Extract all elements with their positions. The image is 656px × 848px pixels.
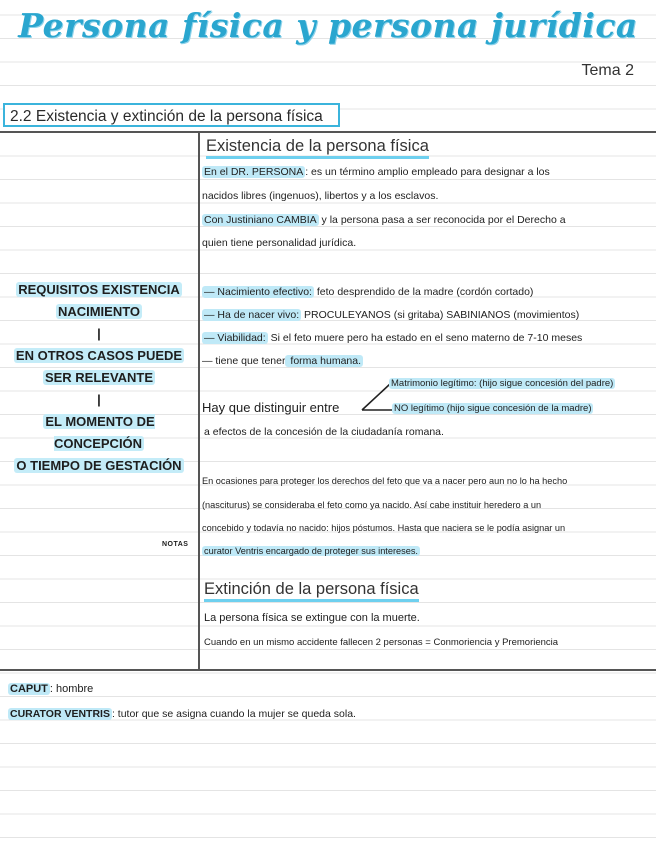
existencia-heading: Existencia de la persona física [206, 137, 429, 159]
req-item-text: forma humana. [287, 355, 362, 367]
req-item-vivo [202, 304, 579, 328]
req-connector-1: | [97, 326, 101, 341]
req-item-text: Si el feto muere pero ha estado en el seno materno de 7-10 meses [267, 332, 583, 344]
req-item-label: — Viabilidad: [204, 332, 266, 344]
curator-text: curator Ventris encargado de proteger sus intereses. [204, 546, 418, 556]
justiniano-text: y la persona pasa a ser reconocida por el Derecho a [318, 214, 566, 226]
req-connector-2: | [97, 392, 101, 407]
req-label-5: EL MOMENTO DE CONCEPCIÓN [45, 414, 155, 451]
matrimonio-text: Matrimonio legítimo: (hijo sigue concesión del padre) [391, 378, 614, 389]
req-label-2: NACIMIENTO [57, 304, 141, 319]
nasciturus-line-1: En ocasiones para proteger los derechos del feto que va a nacer pero aun no lo ha hecho [202, 476, 568, 486]
req-item-text: feto desprendido de la madre (cordón cortado) [313, 286, 534, 298]
justiniano-highlight: Con Justiniano CAMBIA [204, 214, 317, 226]
page-title: Persona física y persona jurídica [18, 6, 638, 45]
req-label-3: EN OTROS CASOS PUEDE [15, 348, 183, 363]
justiniano-line-1 [202, 209, 566, 233]
dr-persona-highlight: En el DR. PERSONA [204, 166, 304, 178]
column-divider [198, 131, 200, 671]
justiniano-line-2: quien tiene personalidad jurídica. [202, 237, 357, 249]
divider-top [0, 131, 656, 133]
glossary-caput [8, 678, 93, 702]
requisitos-labels [0, 279, 198, 477]
glossary-term: CAPUT [10, 683, 48, 695]
req-item-label: — Nacimiento efectivo: [204, 286, 312, 298]
extincion-line-2: Cuando en un mismo accidente fallecen 2 personas = Conmoriencia y Premoriencia [204, 637, 559, 648]
nasciturus-line-2: (nasciturus) se consideraba el feto como ya nacido. Así cabe instituir heredero a un [202, 500, 542, 510]
req-item-forma [202, 350, 363, 374]
nasciturus-line-4 [202, 540, 420, 564]
req-label-1: REQUISITOS EXISTENCIA [18, 282, 180, 297]
divider-bottom [0, 669, 656, 671]
matrimonio-legitimo [389, 372, 615, 396]
req-item-nacimiento [202, 281, 533, 305]
notas-label: NOTAS [162, 541, 189, 548]
req-item-label: — Ha de nacer vivo: [204, 309, 300, 321]
nasciturus-line-3: concebido y todavía no nacido: hijos póstumos. Hasta que naciera se le podía asignar un [202, 523, 566, 533]
extincion-line-1: La persona física se extingue con la muerte. [204, 612, 420, 624]
req-label-6: O TIEMPO DE GESTACIÓN [16, 458, 182, 473]
existencia-line-2: nacidos libres (ingenuos), libertos y a los esclavos. [202, 190, 439, 202]
req-item-text: PROCULEYANOS (si gritaba) SABINIANOS (movimientos) [301, 309, 580, 321]
glossary-curator [8, 703, 356, 727]
section-title: 2.2 Existencia y extinción de la persona física [3, 103, 340, 127]
glossary-term: CURATOR VENTRIS [10, 708, 110, 720]
efectos-text: a efectos de la concesión de la ciudadanía romana. [204, 426, 444, 438]
extincion-heading: Extinción de la persona física [204, 580, 419, 602]
req-item-label: — tiene que tener [202, 355, 286, 367]
glossary-def: : tutor que se asigna cuando la mujer se queda sola. [111, 708, 356, 720]
distinguir-text: Hay que distinguir entre [202, 400, 340, 415]
req-label-4: SER RELEVANTE [44, 370, 154, 385]
req-item-viabilidad [202, 327, 582, 351]
existencia-text: : es un término amplio empleado para designar a los [305, 166, 550, 178]
existencia-line-1 [202, 161, 550, 185]
topic-number: Tema 2 [581, 62, 634, 79]
no-legitimo [392, 397, 593, 421]
no-legitimo-text: NO legítimo (hijo sigue concesión de la madre) [394, 403, 592, 414]
glossary-def: : hombre [49, 683, 94, 695]
